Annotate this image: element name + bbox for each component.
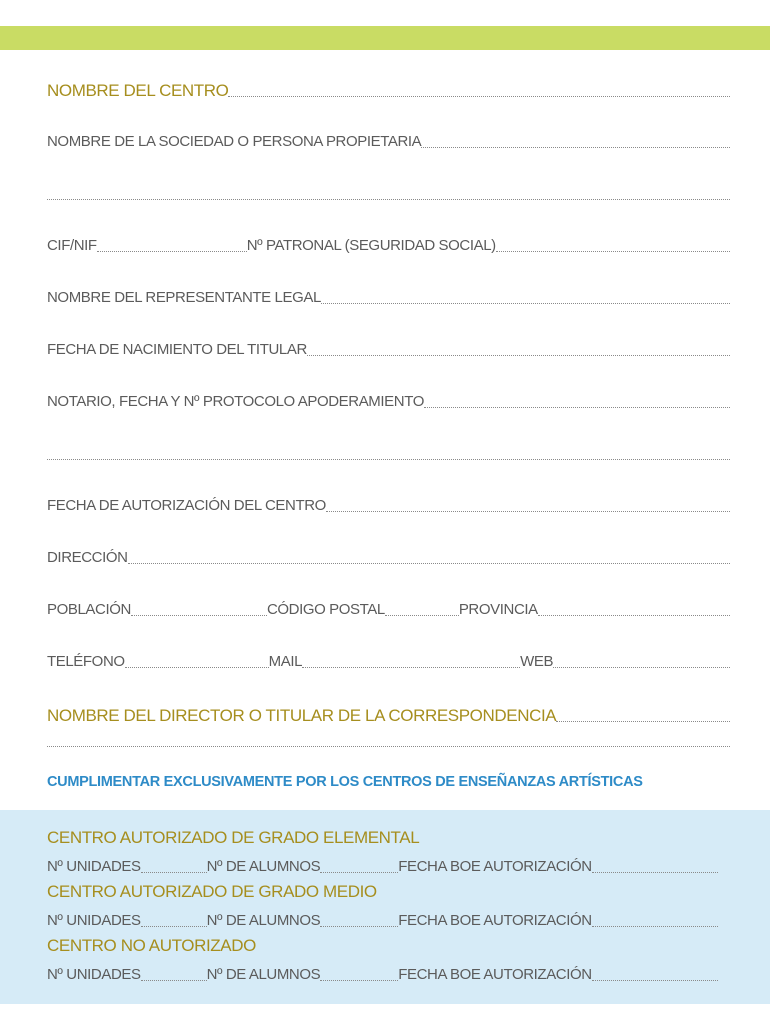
center-name-row (47, 76, 730, 100)
no-autorizado-units-field[interactable] (141, 963, 207, 981)
legal-rep-label: NOMBRE DEL REPRESENTANTE LEGAL (47, 289, 321, 306)
n-patronal-label: Nº PATRONAL (SEGURIDAD SOCIAL) (246, 237, 496, 254)
postal-code-field[interactable] (385, 598, 459, 616)
elemental-row (47, 854, 718, 876)
owner-name-row (47, 127, 730, 151)
town-field[interactable] (131, 598, 267, 616)
address-row (47, 543, 730, 567)
header-color-band (0, 26, 770, 50)
n-patronal-field[interactable] (496, 234, 730, 252)
boe-label: FECHA BOE AUTORIZACIÓN (398, 912, 592, 929)
director-continuation-field[interactable] (47, 729, 730, 747)
elemental-units-field[interactable] (141, 855, 207, 873)
director-continuation-row (47, 726, 730, 750)
medio-title: CENTRO AUTORIZADO DE GRADO MEDIO (47, 882, 377, 901)
owner-name-continuation-row (47, 179, 730, 203)
owner-name-label: NOMBRE DE LA SOCIEDAD O PERSONA PROPIETARIA (47, 133, 422, 150)
medio-row (47, 908, 718, 930)
notary-label: NOTARIO, FECHA Y Nº PROTOCOLO APODERAMIENTO (47, 393, 424, 410)
phone-field[interactable] (125, 650, 269, 668)
no-autorizado-row (47, 962, 718, 984)
birth-date-label: FECHA DE NACIMIENTO DEL TITULAR (47, 341, 307, 358)
center-name-field[interactable] (228, 79, 730, 97)
province-field[interactable] (538, 598, 730, 616)
boe-label: FECHA BOE AUTORIZACIÓN (398, 966, 592, 983)
students-label: Nº DE ALUMNOS (206, 966, 321, 983)
units-label: Nº UNIDADES (47, 858, 141, 875)
cif-row (47, 231, 730, 255)
units-label: Nº UNIDADES (47, 912, 141, 929)
owner-name-field[interactable] (421, 130, 730, 148)
legal-rep-row (47, 283, 730, 307)
legal-rep-field[interactable] (321, 286, 730, 304)
center-name-label: NOMBRE DEL CENTRO (47, 81, 229, 100)
medio-students-field[interactable] (320, 909, 398, 927)
no-autorizado-boe-field[interactable] (592, 963, 718, 981)
birth-date-row (47, 335, 730, 359)
arts-section-note: CUMPLIMENTAR EXCLUSIVAMENTE POR LOS CENTROS DE ENSEÑANZAS ARTÍSTICAS (47, 774, 643, 790)
cif-nif-label: CIF/NIF (47, 237, 97, 254)
medio-boe-field[interactable] (592, 909, 718, 927)
elemental-students-field[interactable] (320, 855, 398, 873)
no-autorizado-students-field[interactable] (320, 963, 398, 981)
web-field[interactable] (553, 650, 730, 668)
director-label: NOMBRE DEL DIRECTOR O TITULAR DE LA CORRESPONDENCIA (47, 706, 557, 725)
location-row (47, 595, 730, 619)
elemental-title: CENTRO AUTORIZADO DE GRADO ELEMENTAL (47, 828, 420, 847)
mail-field[interactable] (302, 650, 520, 668)
auth-date-field[interactable] (326, 494, 730, 512)
auth-date-row (47, 491, 730, 515)
owner-name-continuation-field[interactable] (47, 182, 730, 200)
cif-nif-field[interactable] (97, 234, 247, 252)
director-row (47, 701, 730, 725)
town-label: POBLACIÓN (47, 601, 131, 618)
province-label: PROVINCIA (458, 601, 538, 618)
notary-field[interactable] (424, 390, 730, 408)
medio-units-field[interactable] (141, 909, 207, 927)
address-field[interactable] (128, 546, 730, 564)
no-autorizado-title: CENTRO NO AUTORIZADO (47, 936, 256, 955)
boe-label: FECHA BOE AUTORIZACIÓN (398, 858, 592, 875)
director-field[interactable] (556, 704, 730, 722)
notary-continuation-row (47, 439, 730, 463)
auth-date-label: FECHA DE AUTORIZACIÓN DEL CENTRO (47, 497, 326, 514)
units-label: Nº UNIDADES (47, 966, 141, 983)
students-label: Nº DE ALUMNOS (206, 912, 321, 929)
students-label: Nº DE ALUMNOS (206, 858, 321, 875)
elemental-boe-field[interactable] (592, 855, 718, 873)
notary-continuation-field[interactable] (47, 442, 730, 460)
mail-label: MAIL (268, 653, 303, 670)
postal-code-label: CÓDIGO POSTAL (266, 601, 385, 618)
notary-row (47, 387, 730, 411)
phone-label: TELÉFONO (47, 653, 125, 670)
birth-date-field[interactable] (307, 338, 730, 356)
address-label: DIRECCIÓN (47, 549, 128, 566)
contact-row (47, 647, 730, 671)
web-label: WEB (520, 653, 554, 670)
